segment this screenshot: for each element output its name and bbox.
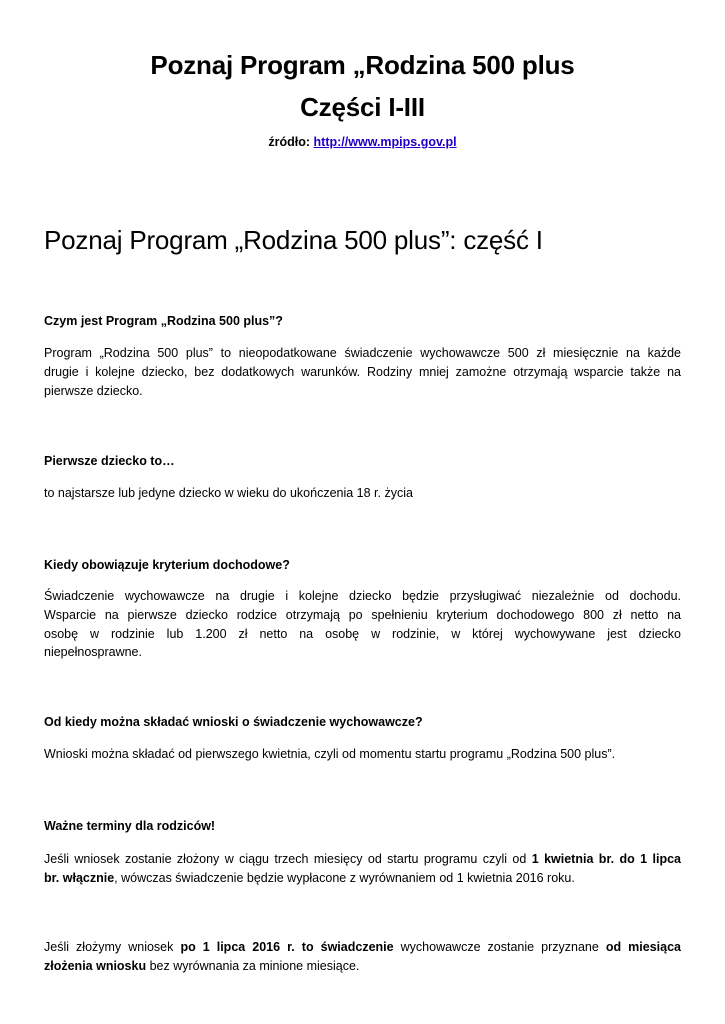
section-paragraph <box>44 484 681 503</box>
text-run: wychowawcze zostanie przyznane <box>393 940 606 954</box>
section-question: Od kiedy można składać wnioski o świadczenie wychowawcze? <box>44 715 423 729</box>
text-run: Jeśli wniosek zostanie złożony w ciągu trzech miesięcy od startu programu czyli od <box>44 852 532 866</box>
paragraph-line <box>44 850 681 869</box>
bold-run: 1 kwietnia br. do 1 lipca <box>531 852 681 866</box>
paragraph-line: to najstarsze lub jedyne dziecko w wieku do ukończenia 18 r. życia <box>44 486 413 500</box>
document-title-line1: Poznaj Program „Rodzina 500 plus <box>150 50 575 80</box>
text-run: Jeśli złożymy wniosek <box>44 940 181 954</box>
paragraph-line: osobę w rodzinie lub 1.200 zł netto na osobę w rodzinie, w której wychowywane jest dziecko <box>44 626 681 641</box>
paragraph-line: Wsparcie na pierwsze dziecko rodzice otrzymają po spełnieniu kryterium dochodowego 800 zł netto na <box>44 607 681 622</box>
paragraph-line: Świadczenie wychowawcze na drugie i kolejne dziecko będzie przysługiwać niezależnie od dochodu. <box>44 589 681 603</box>
bold-run: złożenia wniosku <box>44 958 147 973</box>
section-question: Kiedy obowiązuje kryterium dochodowe? <box>44 558 290 572</box>
paragraph-line <box>44 938 681 957</box>
section-question: Ważne terminy dla rodziców! <box>44 819 216 833</box>
paragraph-line: niepełnosprawne. <box>44 645 142 660</box>
source-line <box>0 134 725 150</box>
section-question: Pierwsze dziecko to… <box>44 454 175 468</box>
section-paragraph <box>44 850 681 888</box>
paragraph-line <box>44 957 681 976</box>
part1-heading: Poznaj Program „Rodzina 500 plus”: część I <box>44 225 543 255</box>
section-question: Czym jest Program „Rodzina 500 plus”? <box>44 314 283 328</box>
bold-run: od miesiąca <box>605 940 682 954</box>
source-link[interactable]: http://www.mpips.gov.pl <box>313 135 457 149</box>
text-run: bez wyrównania za minione miesiące. <box>146 958 360 973</box>
section-paragraph <box>44 745 681 764</box>
text-run: , wówczas świadczenie będzie wypłacone z wyrównaniem od 1 kwietnia 2016 roku. <box>114 870 575 885</box>
paragraph-line: Wnioski można składać od pierwszego kwietnia, czyli od momentu startu programu „Rodzina 500 plus”. <box>44 747 616 761</box>
document-title-line2: Części I-III <box>300 92 425 122</box>
paragraph-line <box>44 869 681 888</box>
paragraph-line: pierwsze dziecko. <box>44 383 143 398</box>
paragraph-line: drugie i kolejne dziecko, bez dodatkowych warunków. Rodziny mniej zamożne otrzymają wsparcie także na <box>44 364 681 379</box>
section-paragraph <box>44 344 681 400</box>
bold-run: po 1 lipca 2016 r. to świadczenie <box>180 940 394 954</box>
source-label: źródło: <box>268 135 314 149</box>
section-paragraph <box>44 938 681 976</box>
section-paragraph <box>44 587 681 662</box>
paragraph-line: Program „Rodzina 500 plus” to nieopodatkowane świadczenie wychowawcze 500 zł miesięcznie na każde <box>44 346 681 360</box>
bold-run: br. włącznie <box>44 870 115 885</box>
